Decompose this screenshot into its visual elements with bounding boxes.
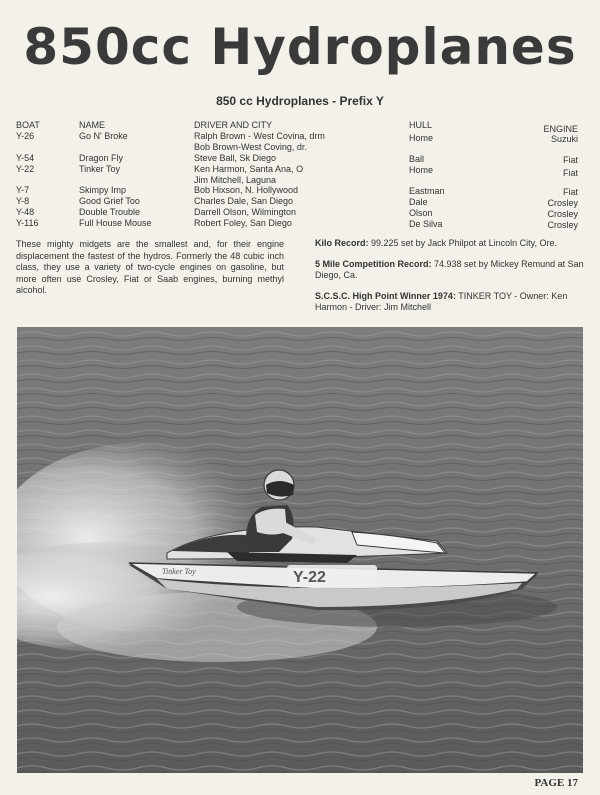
cell-boat: Y-26 (16, 131, 35, 141)
cell-boat: Y-116 (16, 218, 39, 228)
cell-engine: Crosley (547, 220, 578, 230)
header-boat: BOAT (16, 120, 40, 130)
cell-hull: Home (409, 133, 434, 143)
table-row (0, 142, 600, 153)
record-label: S.C.S.C. High Point Winner 1974: (315, 290, 456, 301)
cell-driver: Ralph Brown - West Covina, drm (194, 131, 325, 141)
cell-driver: Bob Hixson, N. Hollywood (194, 185, 299, 195)
cell-engine: Fiat (562, 187, 578, 197)
header-hull: HULL (409, 120, 433, 130)
high-point-winner (315, 291, 585, 314)
cell-hull: De Silva (409, 219, 443, 229)
cell-boat: Y-7 (16, 185, 30, 195)
cell-hull: Eastman (409, 186, 445, 196)
cell-engine: Fiat (562, 155, 578, 165)
class-description: These mighty midgets are the smallest and, for their engine displacement the fastest of the hydros. Formerly the 48 cubic inch class, they use a variety of two-cycle engines on gasoline, but more often use Crosley, Fiat or Saab engines, burning methyl alcohol. (16, 239, 284, 295)
table-row (0, 131, 600, 142)
cell-engine: Crosley (547, 198, 578, 208)
cell-hull: Ball (409, 154, 425, 164)
table-row (0, 153, 600, 164)
cell-hull: Home (409, 165, 434, 175)
cell-boat: Y-48 (16, 207, 35, 217)
table-row (0, 218, 600, 229)
cell-name: Good Grief Too (79, 196, 140, 206)
page-number: PAGE 17 (534, 777, 578, 789)
cell-name: Dragon Fly (79, 153, 124, 163)
record-text: 74.938 set by Mickey Remund at San Diego, Ca. (315, 258, 584, 280)
cell-driver: Charles Dale, San Diego (194, 196, 294, 206)
record-text: 99.225 set by Jack Philpot at Lincoln City, Ore. (371, 238, 557, 248)
cell-name: Full House Mouse (79, 218, 152, 228)
records-block (315, 238, 585, 323)
hull-script-decal: Tinker Toy (162, 567, 196, 576)
hydroplane-photo (17, 327, 583, 773)
kilo-record (315, 238, 585, 250)
page-subtitle: 850 cc Hydroplanes - Prefix Y (216, 94, 384, 108)
cell-boat: Y-54 (16, 153, 35, 163)
record-label: 5 Mile Competition Record: (315, 258, 432, 269)
cell-boat: Y-8 (16, 196, 30, 206)
cell-driver: Darrell Olson, Wilmington (194, 207, 297, 217)
boat-number-decal: Y-22 (293, 569, 326, 586)
table-row (0, 164, 600, 178)
five-mile-record (315, 259, 585, 282)
header-driver: DRIVER AND CITY (194, 120, 273, 130)
cell-driver: Robert Foley, San Diego (194, 218, 292, 228)
table-row (0, 207, 600, 218)
cell-engine: Crosley (547, 209, 578, 219)
cell-driver: Ken Harmon, Santa Ana, O (194, 164, 304, 174)
header-name: NAME (79, 120, 106, 130)
table-header-row (0, 120, 600, 134)
cell-name: Double Trouble (79, 207, 141, 217)
record-label: Kilo Record: (315, 238, 369, 248)
page-title: 850cc Hydroplanes (23, 18, 577, 76)
cell-name: Skimpy Imp (79, 185, 127, 195)
cell-boat: Y-22 (16, 164, 35, 174)
cell-driver: Steve Ball, Sk Diego (194, 153, 277, 163)
cell-engine: Fiat (562, 168, 578, 178)
record-text: TINKER TOY - Owner: Ken Harmon - Driver: Jim Mitchell (315, 290, 568, 312)
cell-hull: Dale (409, 197, 428, 207)
header-engine: ENGINE (543, 124, 578, 134)
cell-driver: Jim Mitchell, Laguna (194, 175, 277, 185)
cell-name: Tinker Toy (79, 164, 121, 174)
cell-name: Go N' Broke (79, 131, 128, 141)
photo-illustration (17, 327, 583, 773)
cell-engine: Suzuki (550, 134, 578, 144)
cell-hull: Olson (409, 208, 433, 218)
cell-driver: Bob Brown-West Coving, dr. (194, 142, 307, 152)
table-row (0, 185, 600, 196)
table-row (0, 196, 600, 207)
